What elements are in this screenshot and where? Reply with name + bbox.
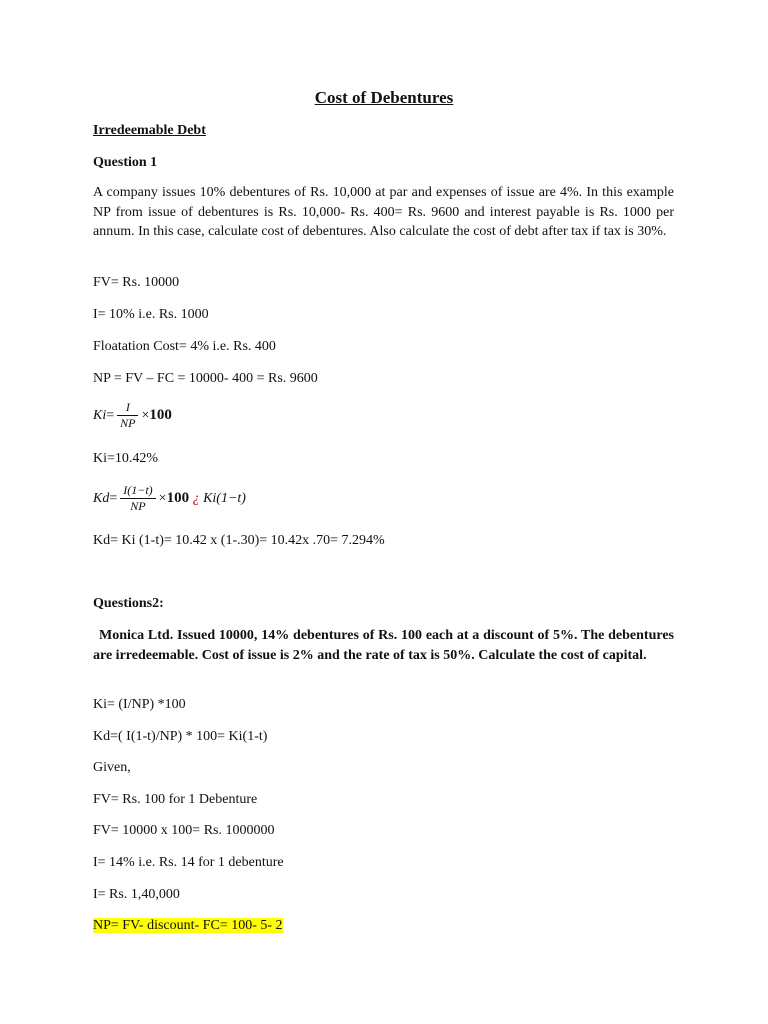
kd-result: Kd= Ki (1-t)= 10.42 x (1-.30)= 10.42x .70= 7.294% <box>93 533 385 548</box>
kd-equals: = <box>109 491 118 506</box>
kd-lhs: Kd <box>93 491 110 506</box>
ki-numerator: I <box>117 400 138 416</box>
q2-line-6: I= 14% i.e. Rs. 14 for 1 debenture <box>93 855 284 870</box>
ki-equals: = <box>106 408 115 423</box>
kd-hundred: 100 <box>166 490 190 506</box>
q2-line-2: Kd=( I(1-t)/NP) * 100= Ki(1-t) <box>93 729 268 744</box>
kd-glyph: ¿ <box>192 491 200 506</box>
kd-rhs: Ki(1−t) <box>203 491 246 506</box>
ki-fraction <box>117 400 138 431</box>
q2-line-7: I= Rs. 1,40,000 <box>93 887 180 902</box>
section-heading: Irredeemable Debt <box>93 123 206 138</box>
kd-fraction <box>120 483 155 514</box>
q2-line-1: Ki= (I/NP) *100 <box>93 697 186 712</box>
highlight-text: NP= FV- discount- FC= 100- 5- 2 <box>93 918 283 933</box>
ki-denominator: NP <box>120 416 136 431</box>
kd-formula <box>93 478 246 519</box>
q1-np-line: NP = FV – FC = 10000- 400 = Rs. 9600 <box>93 371 318 386</box>
ki-hundred: 100 <box>149 407 172 423</box>
q2-line-3: Given, <box>93 760 131 775</box>
q2-highlighted-line <box>93 917 283 935</box>
ki-lhs: Ki <box>93 408 107 423</box>
kd-denominator: NP <box>130 499 146 514</box>
kd-numerator: I(1−t) <box>120 483 155 499</box>
kd-times: × <box>158 491 167 506</box>
question-2-paragraph: Monica Ltd. Issued 10000, 14% debentures of Rs. 100 each at a discount of 5%. The debentures are irredeemable. Cost of issue is 2% and the rate of tax is 50%. Calculate the cost of capital. <box>93 628 674 663</box>
question-1-paragraph: A company issues 10% debentures of Rs. 10,000 at par and expenses of issue are 4%. In this example NP from issue of debentures is Rs. 10,000- Rs. 400= Rs. 9600 and interest payable is Rs. 1000 per annum. In this case, calculate cost of debentures. Also calculate the cost of debt after tax if tax is 30%. <box>93 185 674 239</box>
q1-fv-line: FV= Rs. 10000 <box>93 275 180 290</box>
page-title: Cost of Debentures <box>314 88 454 107</box>
q1-floatation-line: Floatation Cost= 4% i.e. Rs. 400 <box>93 339 276 354</box>
q2-line-5: FV= 10000 x 100= Rs. 1000000 <box>93 823 275 838</box>
ki-times: × <box>141 408 150 423</box>
q1-interest-line: I= 10% i.e. Rs. 1000 <box>93 307 209 322</box>
question-2-heading: Questions2: <box>93 596 164 611</box>
question-1-heading: Question 1 <box>93 155 158 170</box>
q2-line-4: FV= Rs. 100 for 1 Debenture <box>93 792 258 807</box>
ki-formula <box>93 398 172 433</box>
ki-result: Ki=10.42% <box>93 451 159 466</box>
